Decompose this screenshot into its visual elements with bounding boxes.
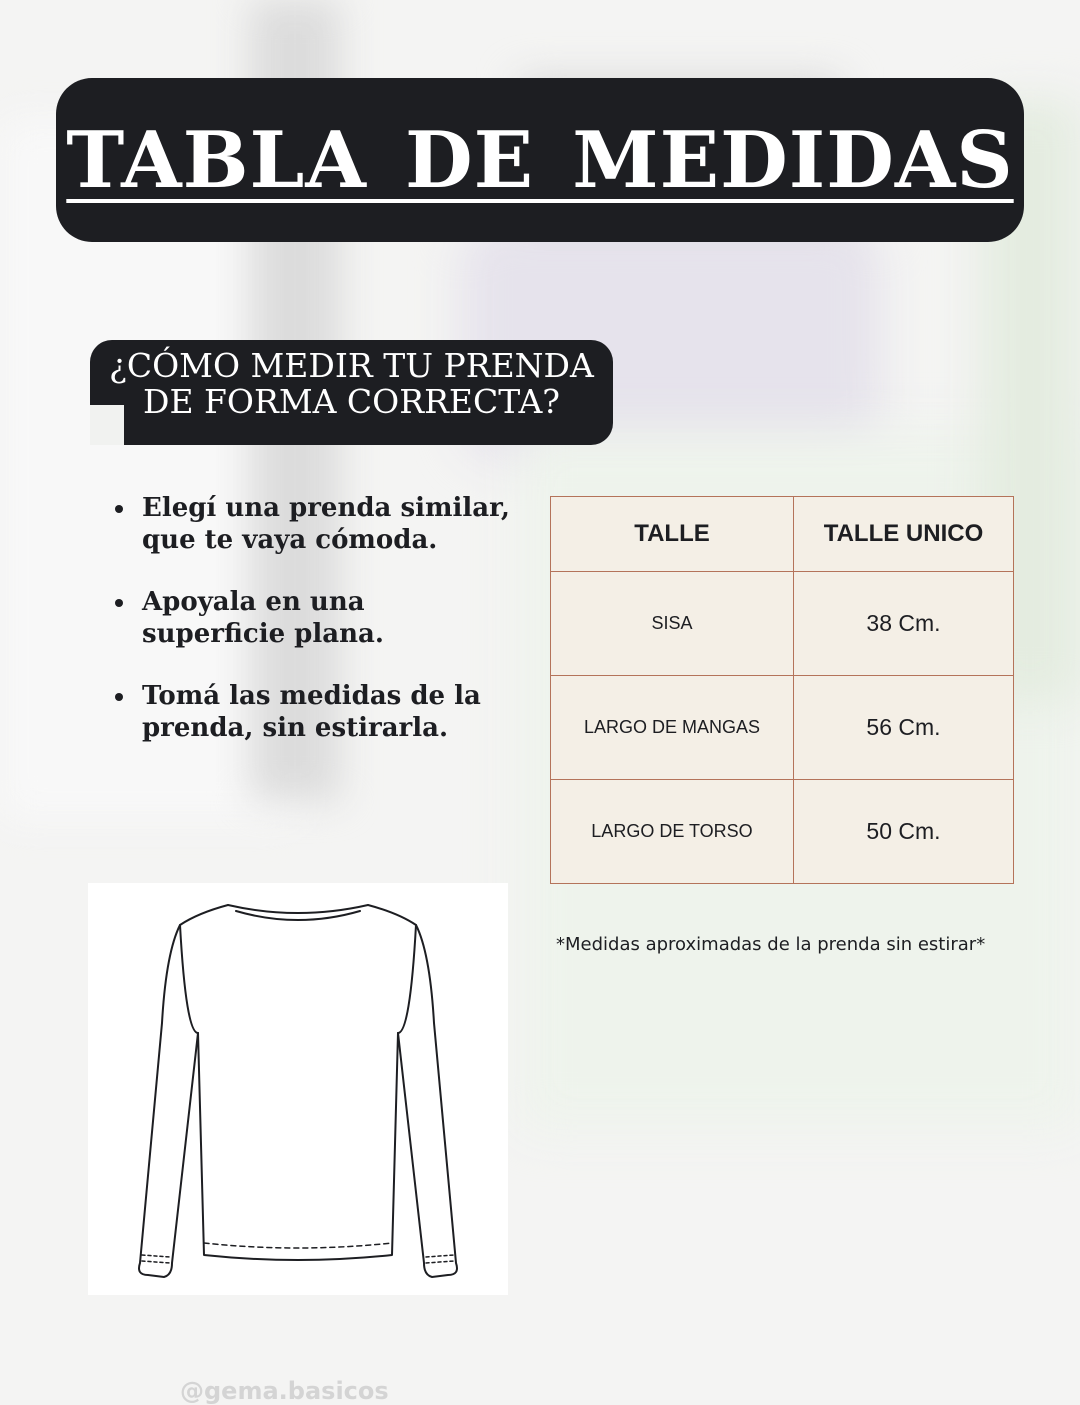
title-banner — [56, 78, 1024, 242]
table-row — [551, 572, 1014, 676]
row-label: SISA — [551, 572, 794, 676]
row-value: 38 Cm. — [794, 572, 1014, 676]
header-talle: TALLE — [551, 497, 794, 572]
instruction-item: Tomá las medidas de la prenda, sin estirarla. — [112, 680, 512, 744]
page-title: TABLA DE MEDIDAS — [66, 114, 1014, 206]
table-header-row — [551, 497, 1014, 572]
row-value: 56 Cm. — [794, 676, 1014, 780]
instruction-item: Apoyala en una superficie plana. — [112, 586, 512, 650]
header-talle-unico: TALLE UNICO — [794, 497, 1014, 572]
row-label: LARGO DE MANGAS — [551, 676, 794, 780]
size-table — [550, 496, 1014, 884]
garment-drawing-panel — [88, 883, 508, 1405]
row-label: LARGO DE TORSO — [551, 780, 794, 884]
footnote: *Medidas aproximadas de la prenda sin estirar* — [556, 934, 986, 955]
table-row — [551, 676, 1014, 780]
row-value: 50 Cm. — [794, 780, 1014, 884]
subtitle — [90, 348, 613, 420]
subtitle-line-1: ¿CÓMO MEDIR TU PRENDA — [109, 346, 594, 385]
instruction-list — [112, 492, 512, 774]
subtitle-line-2: DE FORMA CORRECTA? — [142, 382, 560, 421]
watermark: @gema.basicos — [180, 1377, 389, 1405]
long-sleeve-shirt-icon — [88, 883, 508, 1295]
table-row — [551, 780, 1014, 884]
instruction-item: Elegí una prenda similar, que te vaya cómoda. — [112, 492, 512, 556]
